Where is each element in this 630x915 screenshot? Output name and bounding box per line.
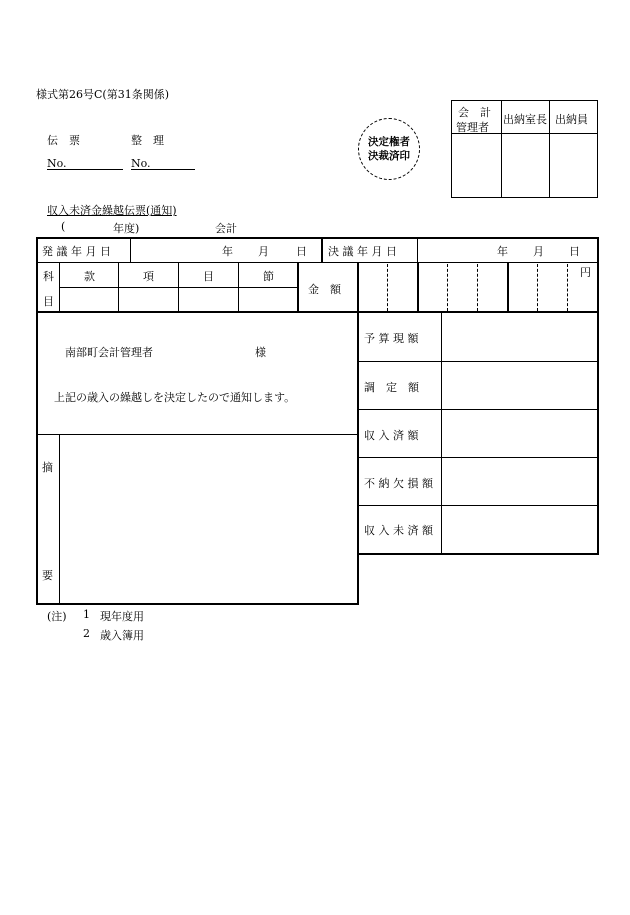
digit-line-5 — [567, 264, 568, 311]
setsu-label: 節 — [263, 270, 274, 283]
notice-text: 上記の歳入の繰越しを決定したので通知します。 — [54, 391, 296, 404]
amount-divider — [357, 262, 359, 312]
unpaid-amount-label: 収 入 未 済 額 — [364, 524, 433, 537]
form-title: 収入未済金繰越伝票(通知) — [47, 204, 177, 217]
tekiyo-divider — [59, 434, 60, 604]
summary-line-2 — [357, 409, 599, 410]
issue-date-label: 発 議 年 月 日 — [42, 245, 111, 258]
sama-label: 様 — [255, 346, 266, 359]
decision-date-divider — [417, 237, 418, 262]
setsu-divider — [297, 262, 299, 312]
tekiyo-2: 要 — [42, 569, 53, 582]
note-1-number: 1 — [83, 608, 90, 621]
issue-day: 日 — [296, 245, 307, 258]
voucher-no-underline — [47, 169, 123, 170]
moku-label: 目 — [203, 270, 214, 283]
arrange-label: 整 理 — [131, 134, 164, 147]
digit-line-4 — [537, 264, 538, 311]
addressee: 南部町会計管理者 — [65, 346, 153, 359]
digit-line-2 — [447, 264, 448, 311]
kamoku-1: 科 — [43, 270, 54, 283]
year-open: ( — [61, 220, 66, 233]
voucher-label: 伝 票 — [47, 134, 80, 147]
kou-divider — [178, 262, 179, 312]
decision-day: 日 — [569, 245, 580, 258]
arrange-no-underline — [131, 169, 195, 170]
decision-stamp — [358, 118, 420, 180]
amount-label: 金 額 — [308, 283, 341, 296]
approval-divider-1 — [501, 100, 502, 198]
summary-line-4 — [357, 505, 599, 506]
stamp-line-2: 決裁済印 — [368, 150, 410, 162]
yen-label: 円 — [580, 266, 591, 279]
notice-separator — [36, 434, 359, 435]
issue-date-divider — [130, 237, 131, 262]
decision-month: 月 — [533, 245, 544, 258]
kou-label: 項 — [143, 270, 154, 283]
amount-top-line — [297, 262, 357, 263]
summary-divider — [441, 311, 442, 555]
form-number: 様式第26号C(第31条関係) — [36, 88, 169, 101]
summary-line-1 — [357, 361, 599, 362]
approval-col3: 出納員 — [555, 113, 588, 126]
voucher-no: No. — [47, 157, 67, 170]
summary-line-3 — [357, 457, 599, 458]
digit-line-1 — [387, 264, 388, 311]
approval-divider-2 — [549, 100, 550, 198]
issue-year: 年 — [222, 245, 233, 258]
kamoku-2: 目 — [43, 295, 54, 308]
issue-month: 月 — [258, 245, 269, 258]
loss-amount-label: 不 納 欠 損 額 — [364, 477, 433, 490]
decision-date-label: 決 議 年 月 日 — [328, 245, 397, 258]
note-2-number: 2 — [83, 627, 90, 640]
tekiyo-1: 摘 — [42, 461, 53, 474]
approval-col1-top: 会 計 — [458, 106, 491, 119]
kan-label: 款 — [84, 270, 95, 283]
note-1-text: 現年度用 — [100, 610, 144, 623]
approval-col2: 出納室長 — [503, 113, 547, 126]
arrange-no: No. — [131, 157, 151, 170]
decision-year: 年 — [497, 245, 508, 258]
budget-amount-label: 予 算 現 額 — [364, 332, 419, 345]
moku-divider — [238, 262, 239, 312]
notes-label: (注) — [47, 610, 67, 623]
stamp-line-1: 決定権者 — [368, 136, 410, 148]
digit-group-2 — [507, 262, 509, 312]
note-2-text: 歳入簿用 — [100, 629, 144, 642]
digit-line-3 — [477, 264, 478, 311]
approval-col1-bottom: 管理者 — [456, 121, 489, 134]
digit-group-1 — [417, 262, 419, 312]
assessed-amount-label: 調 定 額 — [364, 381, 419, 394]
middle-divider — [321, 237, 323, 262]
main-table — [36, 237, 599, 313]
year-label: 年度) — [113, 222, 140, 235]
received-amount-label: 収 入 済 額 — [364, 429, 419, 442]
account-label: 会計 — [215, 222, 237, 235]
kan-divider — [118, 262, 119, 312]
